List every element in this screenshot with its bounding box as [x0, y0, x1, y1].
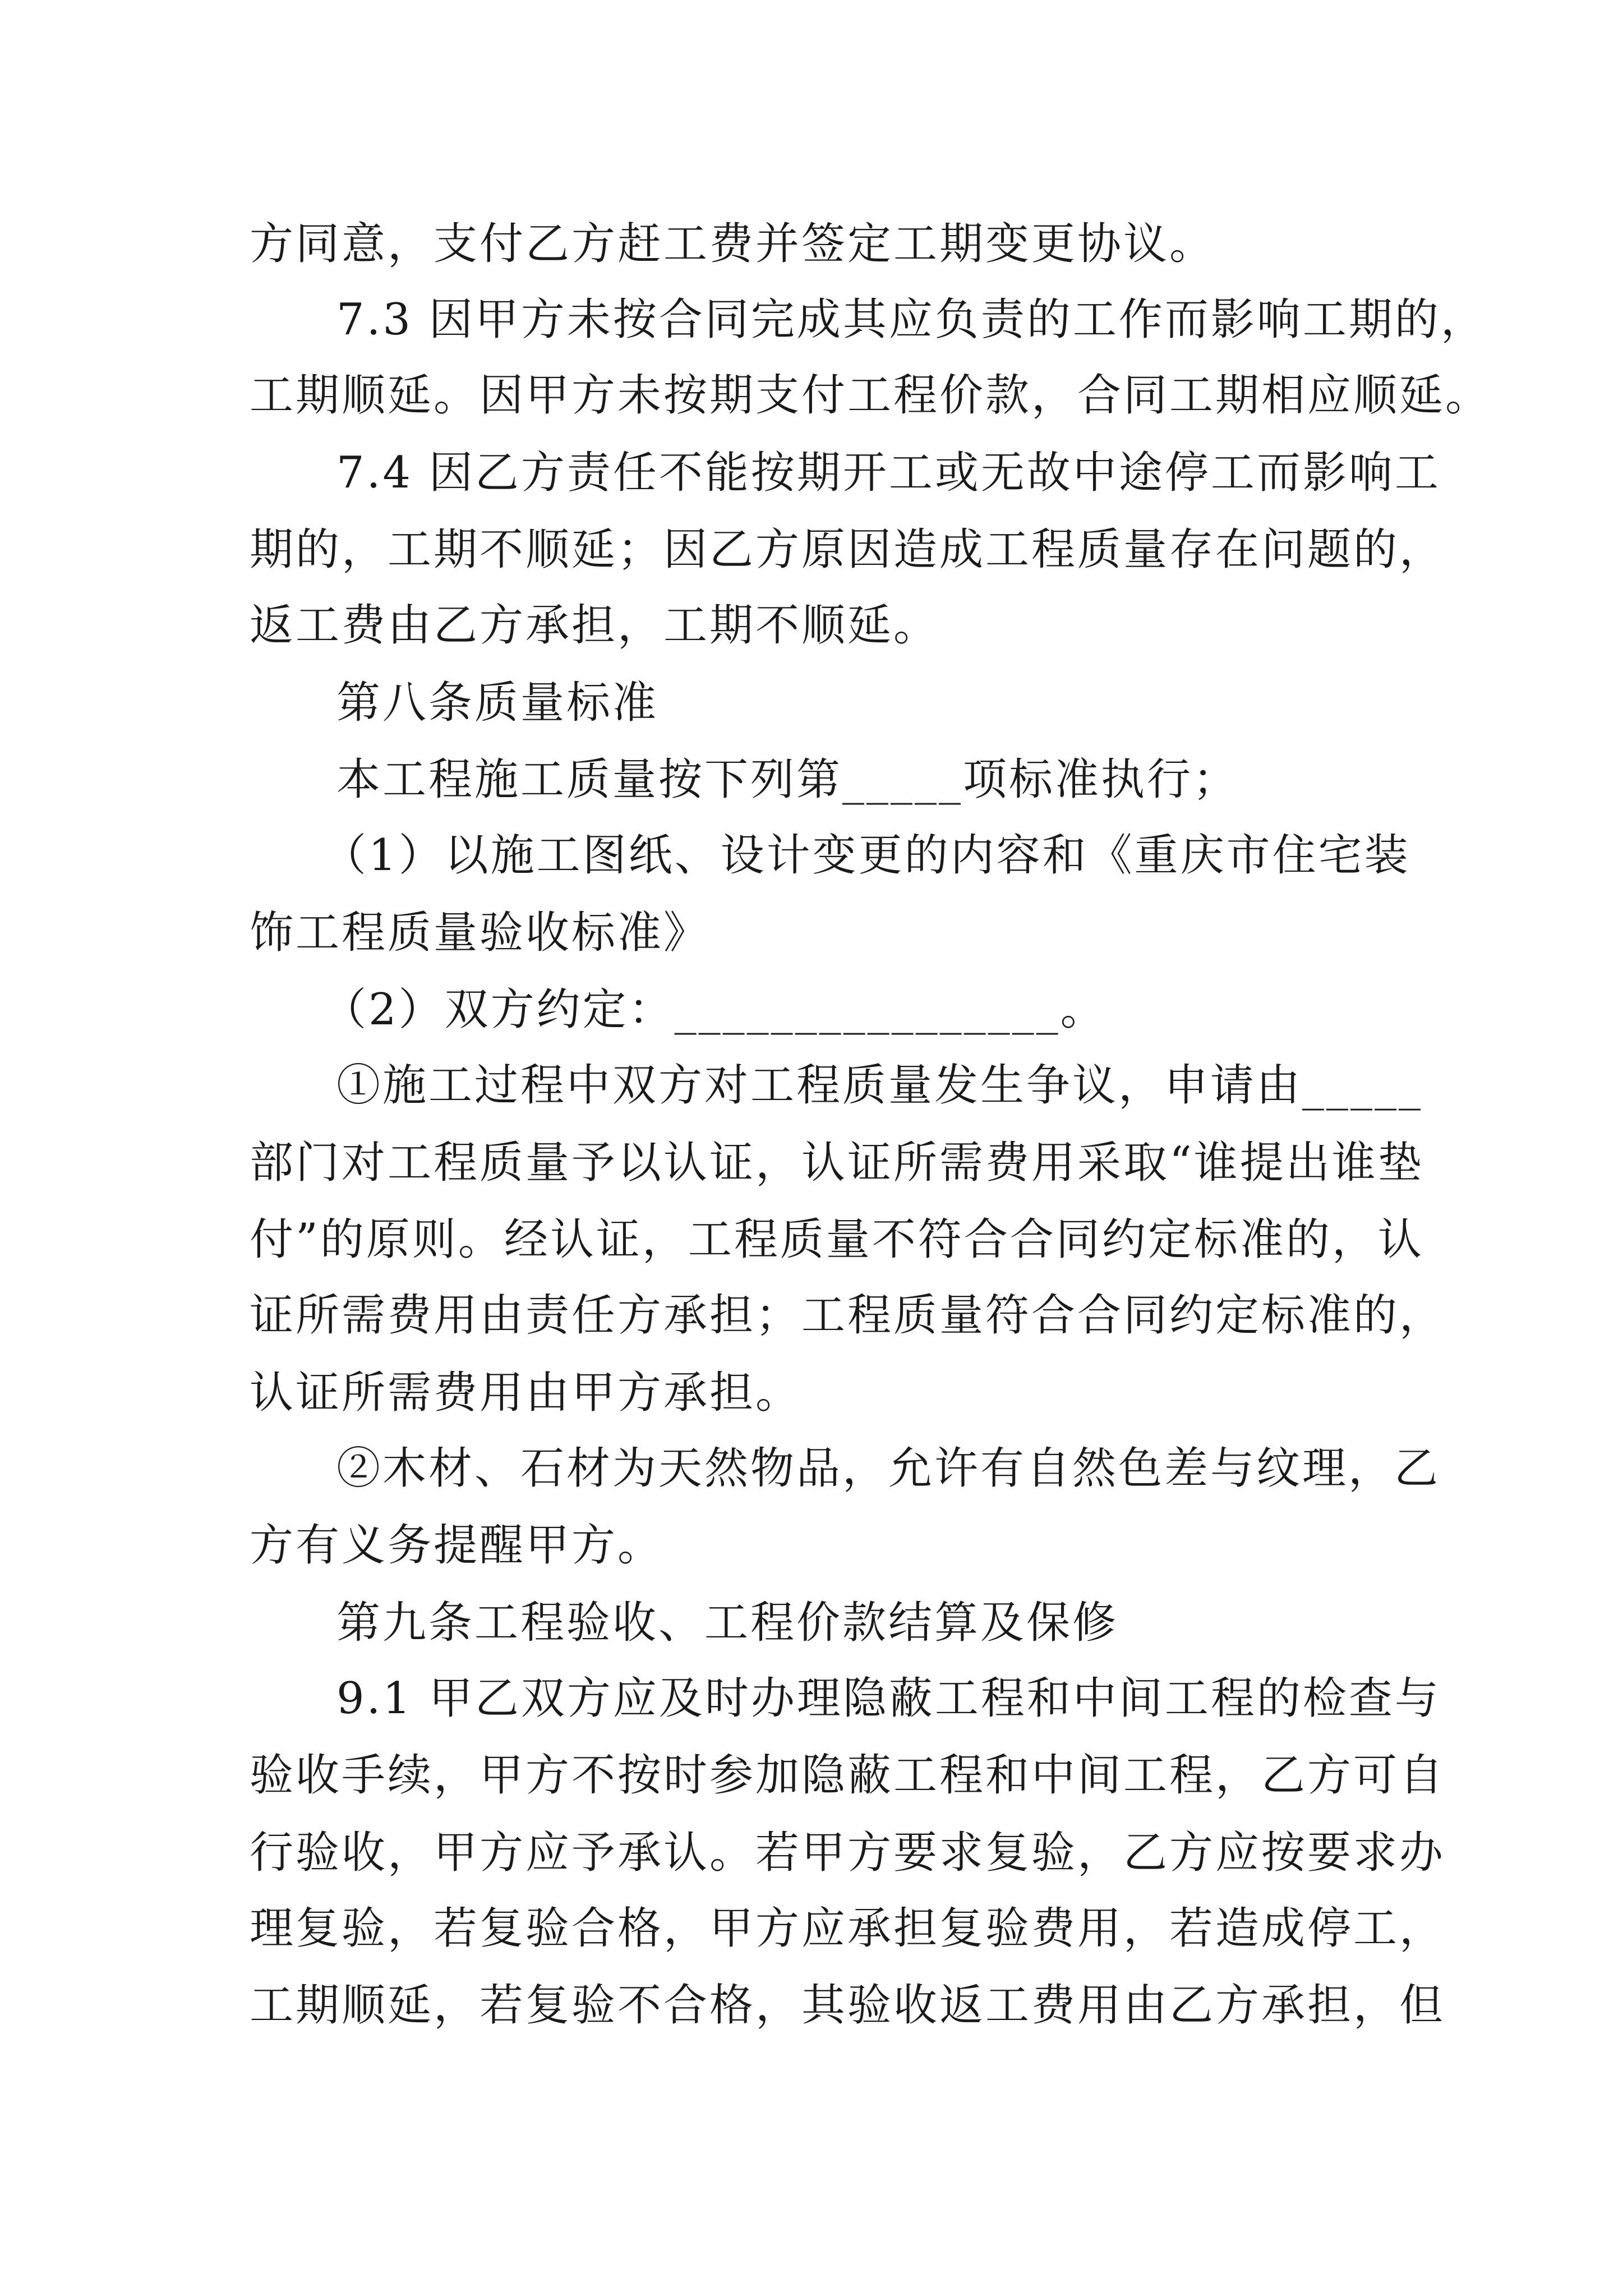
text-line: 行验收，甲方应予承认。若甲方要求复验，乙方应按要求办 [250, 1828, 1446, 1878]
section-heading: 第八条质量标准 [336, 678, 659, 728]
text-line: 工期顺延。因甲方未按期支付工程价款，合同工期相应顺延。 [250, 370, 1492, 421]
text-line: ①施工过程中双方对工程质量发生争议，申请由_____ [336, 1060, 1423, 1111]
text-line: 7.4 因乙方责任不能按期开工或无故中途停工而影响工 [336, 448, 1441, 498]
section-heading: 第九条工程验收、工程价款结算及保修 [336, 1598, 1119, 1648]
text-line: 证所需费用由责任方承担；工程质量符合合同约定标准的， [250, 1290, 1446, 1341]
text-line: ②木材、石材为天然物品，允许有自然色差与纹理，乙 [336, 1443, 1441, 1494]
text-line: 本工程施工质量按下列第_____项标准执行； [336, 754, 1239, 805]
text-line: 部门对工程质量予以认证，认证所需费用采取“谁提出谁垫 [250, 1138, 1424, 1188]
text-line: （2）双方约定：________________。 [322, 984, 1106, 1035]
text-line: 验收手续，甲方不按时参加隐蔽工程和中间工程，乙方可自 [250, 1750, 1446, 1801]
text-line: 方有义务提醒甲方。 [250, 1520, 664, 1571]
text-line: 付”的原则。经认证，工程质量不符合合同约定标准的，认 [250, 1214, 1424, 1265]
text-line: 7.3 因甲方未按合同完成其应负责的工作而影响工期的， [336, 295, 1487, 345]
text-line: 9.1 甲乙双方应及时办理隐蔽工程和中间工程的检查与 [336, 1673, 1441, 1724]
text-line: 饰工程质量验收标准》 [250, 908, 710, 958]
text-line: 期的，工期不顺延；因乙方原因造成工程质量存在问题的， [250, 524, 1446, 575]
text-line: （1）以施工图纸、设计变更的内容和《重庆市住宅装 [322, 830, 1410, 881]
text-line: 工期顺延，若复验不合格，其验收返工费用由乙方承担，但 [250, 1980, 1446, 2031]
text-line: 方同意，支付乙方赶工费并签定工期变更协议。 [250, 219, 1216, 269]
text-line: 认证所需费用由甲方承担。 [250, 1368, 802, 1418]
text-line: 理复验，若复验合格，甲方应承担复验费用，若造成停工， [250, 1903, 1446, 1954]
text-line: 返工费由乙方承担，工期不顺延。 [250, 600, 940, 651]
